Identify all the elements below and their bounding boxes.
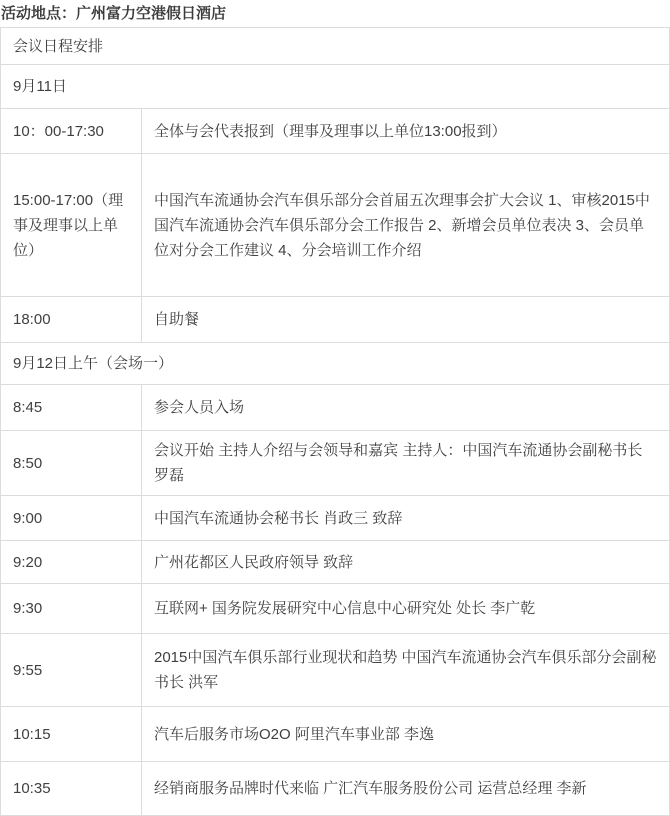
schedule-row bbox=[1, 385, 670, 431]
time-cell: 9:00 bbox=[1, 496, 142, 541]
agenda-cell: 广州花都区人民政府领导 致辞 bbox=[142, 541, 670, 584]
agenda-cell: 2015中国汽车俱乐部行业现状和趋势 中国汽车流通协会汽车俱乐部分会副秘书长 洪军 bbox=[142, 634, 670, 707]
schedule-row bbox=[1, 584, 670, 634]
schedule-row bbox=[1, 762, 670, 816]
time-cell: 18:00 bbox=[1, 297, 142, 343]
agenda-cell: 中国汽车流通协会汽车俱乐部分会首届五次理事会扩大会议 1、审核2015中国汽车流通协会汽车俱乐部分会工作报告 2、新增会员单位表决 3、会员单位对分会工作建议 4、分会培训工作介绍 bbox=[142, 154, 670, 297]
schedule-row bbox=[1, 154, 670, 297]
schedule-table bbox=[0, 27, 670, 816]
date-section-label: 9月11日 bbox=[1, 65, 670, 109]
schedule-row bbox=[1, 634, 670, 707]
date-section-label: 9月12日上午（会场一） bbox=[1, 343, 670, 385]
event-location: 活动地点：广州富力空港假日酒店 bbox=[1, 5, 227, 22]
agenda-cell: 中国汽车流通协会秘书长 肖政三 致辞 bbox=[142, 496, 670, 541]
schedule-row bbox=[1, 431, 670, 496]
time-cell: 10:15 bbox=[1, 707, 142, 762]
time-cell: 10：00-17:30 bbox=[1, 109, 142, 154]
schedule-row bbox=[1, 297, 670, 343]
schedule-row bbox=[1, 707, 670, 762]
schedule-row bbox=[1, 541, 670, 584]
agenda-cell: 自助餐 bbox=[142, 297, 670, 343]
agenda-cell: 经销商服务品牌时代来临 广汇汽车服务股份公司 运营总经理 李新 bbox=[142, 762, 670, 816]
time-cell: 9:20 bbox=[1, 541, 142, 584]
date-section-row bbox=[1, 65, 670, 109]
agenda-cell: 参会人员入场 bbox=[142, 385, 670, 431]
schedule-title-row bbox=[1, 28, 670, 65]
time-cell: 15:00-17:00（理事及理事以上单位） bbox=[1, 154, 142, 297]
time-cell: 10:35 bbox=[1, 762, 142, 816]
schedule-row bbox=[1, 496, 670, 541]
agenda-cell: 互联网+ 国务院发展研究中心信息中心研究处 处长 李广乾 bbox=[142, 584, 670, 634]
time-cell: 9:55 bbox=[1, 634, 142, 707]
agenda-cell: 会议开始 主持人介绍与会领导和嘉宾 主持人：中国汽车流通协会副秘书长 罗磊 bbox=[142, 431, 670, 496]
agenda-cell: 汽车后服务市场O2O 阿里汽车事业部 李逸 bbox=[142, 707, 670, 762]
agenda-cell: 全体与会代表报到（理事及理事以上单位13:00报到） bbox=[142, 109, 670, 154]
time-cell: 8:45 bbox=[1, 385, 142, 431]
schedule-title: 会议日程安排 bbox=[1, 28, 670, 65]
date-section-row bbox=[1, 343, 670, 385]
schedule-row bbox=[1, 109, 670, 154]
time-cell: 9:30 bbox=[1, 584, 142, 634]
time-cell: 8:50 bbox=[1, 431, 142, 496]
